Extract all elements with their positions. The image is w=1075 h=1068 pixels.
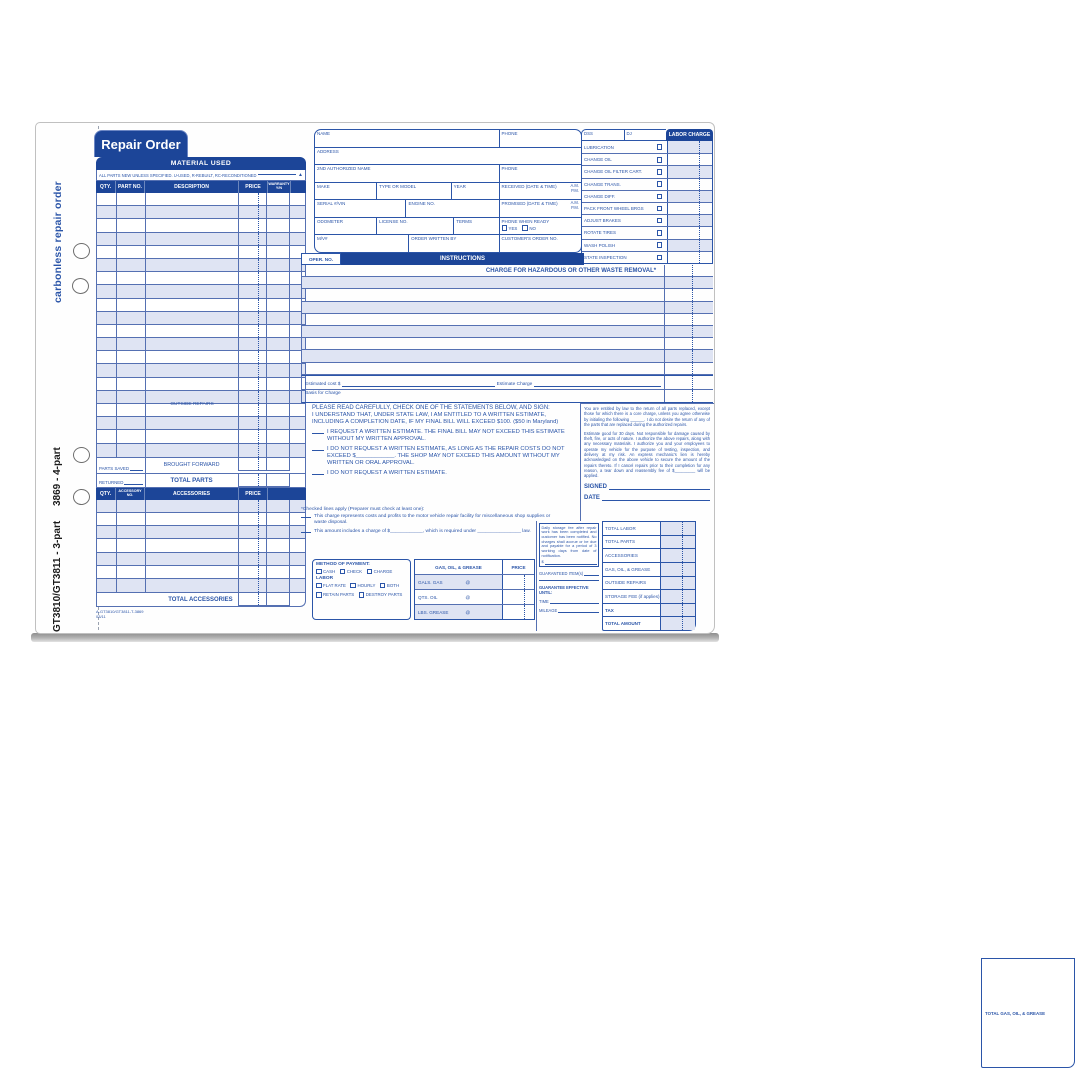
customer-row-serial: SERIAL #/VIN ENGINE NO. PROMISED (DATE & TIME) A.M. P.M. [315,199,581,217]
retain-parts-checkbox [316,592,322,598]
checked-lines-section [301,507,557,537]
lbs-grease-row: LBS. GREASE @ [415,604,534,619]
total-gas-row: TOTAL GAS, OIL, & GREASE [981,958,1075,1068]
instructions-header: INSTRUCTIONS [341,253,584,265]
labor-charge-header: LABOR CHARGE [666,129,713,141]
both-checkbox [380,583,386,589]
parts-saved-blank [130,470,143,471]
repair-order-form [35,122,1046,1016]
instruction-row [302,338,713,350]
stub-title-vertical: carbonless repair order [52,181,64,303]
statement-option-2: I DO NOT REQUEST A WRITTEN ESTIMATE, AS LONG AS THE REPAIR COSTS DO NOT EXCEED $____________. THE SHOP MAY NOT EXCEED THIS AMOUNT WITHOUT MY WRITTEN OR ORAL APPROVAL. [312,446,574,467]
state-law-line: I UNDERSTAND THAT, UNDER STATE LAW, I AM ENTITLED TO A WRITTEN ESTIMATE, INCLUDING A COMPLETION DATE, IF MY FINAL BILL WILL EXCEED $100. ($50 in Maryland) [312,412,559,426]
terms-field: TERMS [456,218,473,224]
shop-supplies-option: This charge represents costs and profits to the motor vehicle repair facility for miscellaneous shop supplies or waste disposal. [301,514,557,526]
tax-row: TAX [603,603,695,617]
phone-field: PHONE [501,131,518,136]
brought-forward-label: BROUGHT FORWARD [163,462,220,469]
brought-forward-row [96,458,306,474]
gas-table-header: GAS, OIL, & GREASE [435,564,482,570]
time-line: TIME [539,599,599,604]
engine-no-field: ENGINE NO. [408,201,435,207]
storage-fee-box: Daily storage fee after repair work has been completed and customer has been notified. No charges shall accrue or be due and payable for a period of 3 working days from date of notification. $ [539,523,599,567]
hazardous-waste-label: CHARGE FOR HAZARDOUS OR OTHER WASTE REMOVAL* [485,267,657,274]
punch-hole [71,277,90,295]
returned-blank [124,484,142,485]
qts-oil-row: QTS. OIL @ [415,589,534,604]
legal-terms-section [580,403,714,521]
service-row: WASH POLISH [582,239,712,251]
license-no-field: LICENSE NO. [379,218,408,224]
check-checkbox [340,569,346,575]
customer-info-box [314,129,582,253]
phone2-field: PHONE [501,166,518,172]
service-checkbox [657,157,663,163]
parts-note: ALL PARTS NEW UNLESS SPECIFIED. U-USED, R-REBUILT, RC-RECONDITIONED ▲ [96,170,306,181]
service-row: LUBRICATION [582,141,712,153]
material-row [97,378,305,391]
hourly-checkbox [350,583,356,589]
material-row [97,417,305,430]
form-code: A-GT3810/GT3811-T-3869 03/11 [96,609,144,619]
material-row [97,233,305,246]
punch-hole [73,243,90,259]
guaranteed-items-line: GUARANTEED ITEM(s) [539,571,599,576]
instruction-row [302,350,713,362]
estimated-cost-label: Estimated cost $ [305,381,341,387]
gas-oil-grease-row: GAS, OIL, & GREASE [603,562,695,576]
dss-box: DSS [581,129,624,141]
service-row: ADJUST BRAKES [582,214,712,226]
charge-checkbox [367,569,373,575]
checked-lines-note: *Checked lines apply (Preparer must check at least one): [301,507,425,512]
instruction-row [302,314,713,326]
instruction-row [302,302,713,314]
total-parts-row [96,474,306,488]
labor-label: LABOR [316,576,334,581]
date-blank [602,500,710,501]
cash-checkbox [316,569,322,575]
serial-vin-field: SERIAL #/VIN [317,201,346,207]
accessory-row [97,579,305,592]
instructions-section [301,253,713,403]
order-written-by-field: ORDER WRITTEN BY [411,236,457,242]
check-blank [312,450,324,451]
accessories-row: ACCESSORIES [603,548,695,562]
material-row [97,351,305,364]
address-field: ADDRESS [317,148,339,154]
yes-checkbox [502,225,508,231]
material-used-header: MATERIAL USED [96,157,306,170]
accessory-row [97,539,305,552]
stub-part-numbers-vertical [52,396,63,632]
accessories-column-headers: QTY. ACCESSORY NO. ACCESSORIES PRICE [96,488,306,500]
customer-row-name [315,130,581,147]
instruction-row [302,289,713,301]
instruction-rows [301,265,713,375]
accessory-row [97,500,305,513]
service-row: STATE INSPECTION [582,251,712,263]
form-title: Repair Order [94,130,188,157]
total-labor-row: TOTAL LABOR [603,522,695,535]
material-row [97,206,305,219]
service-row: CHANGE OIL [582,153,712,165]
service-checkbox [657,169,663,175]
customer-row-vehicle: MAKE TYPE OR MODEL YEAR RECEIVED (DATE & TIME) A.M. P.M. [315,182,581,200]
customer-row-2nd-name [315,164,581,182]
material-row [97,299,305,312]
total-parts-label: TOTAL PARTS [170,476,213,484]
accessory-rows [96,500,306,593]
parts-return-paragraph: You are entitled by law to the return of all parts replaced, except those for which there is a core charge, unless you agree otherwise by initialing the following ______. I do not desire the return of any of the parts that are replaced during the authorized repairs. [584,406,710,427]
instruction-row [302,363,713,375]
total-accessories-label: TOTAL ACCESSORIES [168,596,233,603]
service-row: CHANGE DIFF. [582,190,712,202]
total-accessories-row [96,593,306,607]
flat-rate-checkbox [316,583,322,589]
material-row [97,430,305,443]
outside-repairs-row: OUTSIDE REPAIRS [603,576,695,590]
promised-field: PROMISED (DATE & TIME) [501,201,558,207]
method-of-payment-label: METHOD OF PAYMENT: [316,562,370,567]
service-checkbox [657,181,663,187]
stub-part-number-1: GT3810/GT3811 - 3-part [52,520,63,632]
mv-field: M/V# [317,236,328,242]
accessory-row [97,553,305,566]
service-checkbox [657,230,663,236]
signature-blank [609,489,710,490]
signed-line: SIGNED [584,484,710,490]
destroy-parts-checkbox [359,592,365,598]
authorization-paragraph: Estimate good for 30 days. Not responsible for damage caused by theft, fire, or acts of nature. I authorize the above repairs, along with any necessary materials. I authorize you and your employees to operate my vehicle for the purpose of testing, inspection, and delivery at my risk. An express mechanic's lien is hereby acknowledged on the above vehicle to secure the amount of the repairs thereto. If I cancel repairs prior to their completion for any reason, a tear down and reassembly fee of $_________ will be applied. [584,430,710,479]
material-row [97,272,305,285]
statement-option-3: I DO NOT REQUEST A WRITTEN ESTIMATE. [312,470,574,477]
name-field: NAME [317,131,331,136]
received-field: RECEIVED (DATE & TIME) [501,183,557,189]
material-row [97,312,305,325]
accessory-row [97,526,305,539]
totals-table [602,521,696,631]
mileage-line: MILEAGE [539,608,599,613]
make-field: MAKE [317,183,330,189]
oper-no-header: OPER. NO. [301,253,341,265]
material-row [97,364,305,377]
material-row [97,444,305,457]
service-checkbox [657,194,663,200]
service-row: CHANGE OIL FILTER CART. [582,165,712,177]
guarantee-effective-label: GUARANTEE EFFECTIVE UNTIL: [539,585,589,596]
guaranteed-items-blank [539,580,599,581]
second-authorized-name-field: 2ND AUTHORIZED NAME [317,166,371,172]
gas-price-header: PRICE [502,560,534,574]
phone-when-ready-field: PHONE WHEN READY [501,218,550,224]
date-line: DATE [584,495,710,501]
note-rule [258,174,296,175]
service-checkbox [657,206,663,212]
service-checkbox [657,218,663,224]
storage-fee-row: STORAGE FEE (if applies) [603,589,695,603]
parts-saved-label: PARTS SAVED [99,465,130,471]
instruction-row [302,277,713,289]
check-blank [301,532,311,533]
material-row [97,193,305,206]
customer-row-odometer: ODOMETER LICENSE NO. TERMS PHONE WHEN READY YES NO [315,217,581,235]
material-used-section [96,157,306,607]
total-parts-row: TOTAL PARTS [603,535,695,549]
labor-services-list [581,141,713,264]
accessory-row [97,566,305,579]
service-checkbox [657,242,663,248]
material-column-headers: QTY. PART NO. DESCRIPTION PRICE WARRANTY Y/N [96,181,306,193]
odometer-field: ODOMETER [317,218,344,224]
hazardous-waste-row [302,265,713,277]
punch-hole [72,488,91,506]
gals-gas-row: GALS. GAS @ [415,574,534,589]
service-row: PACK FRONT WHEEL BRGS [582,202,712,214]
check-blank [312,433,324,434]
estimate-band [301,375,713,403]
payment-method-box: METHOD OF PAYMENT: CASH CHECK CHARGE LABOR FLAT RATE HOURLY BOTH RETAIN PARTS DESTROY PARTS [312,559,411,620]
material-row [97,219,305,232]
material-rows [96,193,306,458]
customer-row-address [315,147,581,165]
service-checkbox [657,144,663,150]
triangle-icon: ▲ [298,171,303,178]
required-charge-option: This amount includes a charge of $____________, which is required under ________________ law. [301,529,557,535]
type-model-field: TYPE OR MODEL [379,183,417,189]
material-row [97,325,305,338]
material-row [97,285,305,298]
basis-for-charge-label: Basis for Charge [305,391,341,397]
material-row [97,338,305,351]
estimate-charge-blank [534,386,661,387]
check-blank [312,474,324,475]
statement-option-1: I REQUEST A WRITTEN ESTIMATE. THE FINAL BILL MAY NOT EXCEED THIS ESTIMATE WITHOUT MY WRITTEN APPROVAL. [312,429,574,443]
labor-services-section [581,129,713,264]
instruction-row [302,326,713,338]
storage-guarantee-section [536,521,600,631]
storage-fee-blank [545,564,597,565]
returned-label: RETURNED [99,479,124,485]
accessory-row [97,513,305,526]
year-field: YEAR [453,183,466,189]
outside-repairs-label: OUTSIDE REPAIRS [170,402,214,407]
stub-part-number-2: 3869 - 4-part [52,447,63,507]
customers-order-no-field: CUSTOMER'S ORDER NO. [501,236,558,242]
check-blank [301,517,311,518]
estimate-statements [312,405,574,480]
paper-shadow [31,633,719,642]
material-row [97,259,305,272]
total-amount-row: TOTAL AMOUNT [603,616,695,630]
estimated-cost-blank [342,386,494,387]
material-row [97,246,305,259]
read-carefully-line: PLEASE READ CAREFULLY, CHECK ONE OF THE STATEMENTS BELOW, AND SIGN: [312,405,550,411]
customer-row-order [315,234,581,252]
dj-box: DJ [624,129,667,141]
service-row: ROTATE TIRES [582,226,712,238]
no-checkbox [522,225,528,231]
service-row: CHANGE TRANS. [582,178,712,190]
punch-hole [73,447,90,463]
estimate-charge-label: Estimate Charge [496,381,533,387]
